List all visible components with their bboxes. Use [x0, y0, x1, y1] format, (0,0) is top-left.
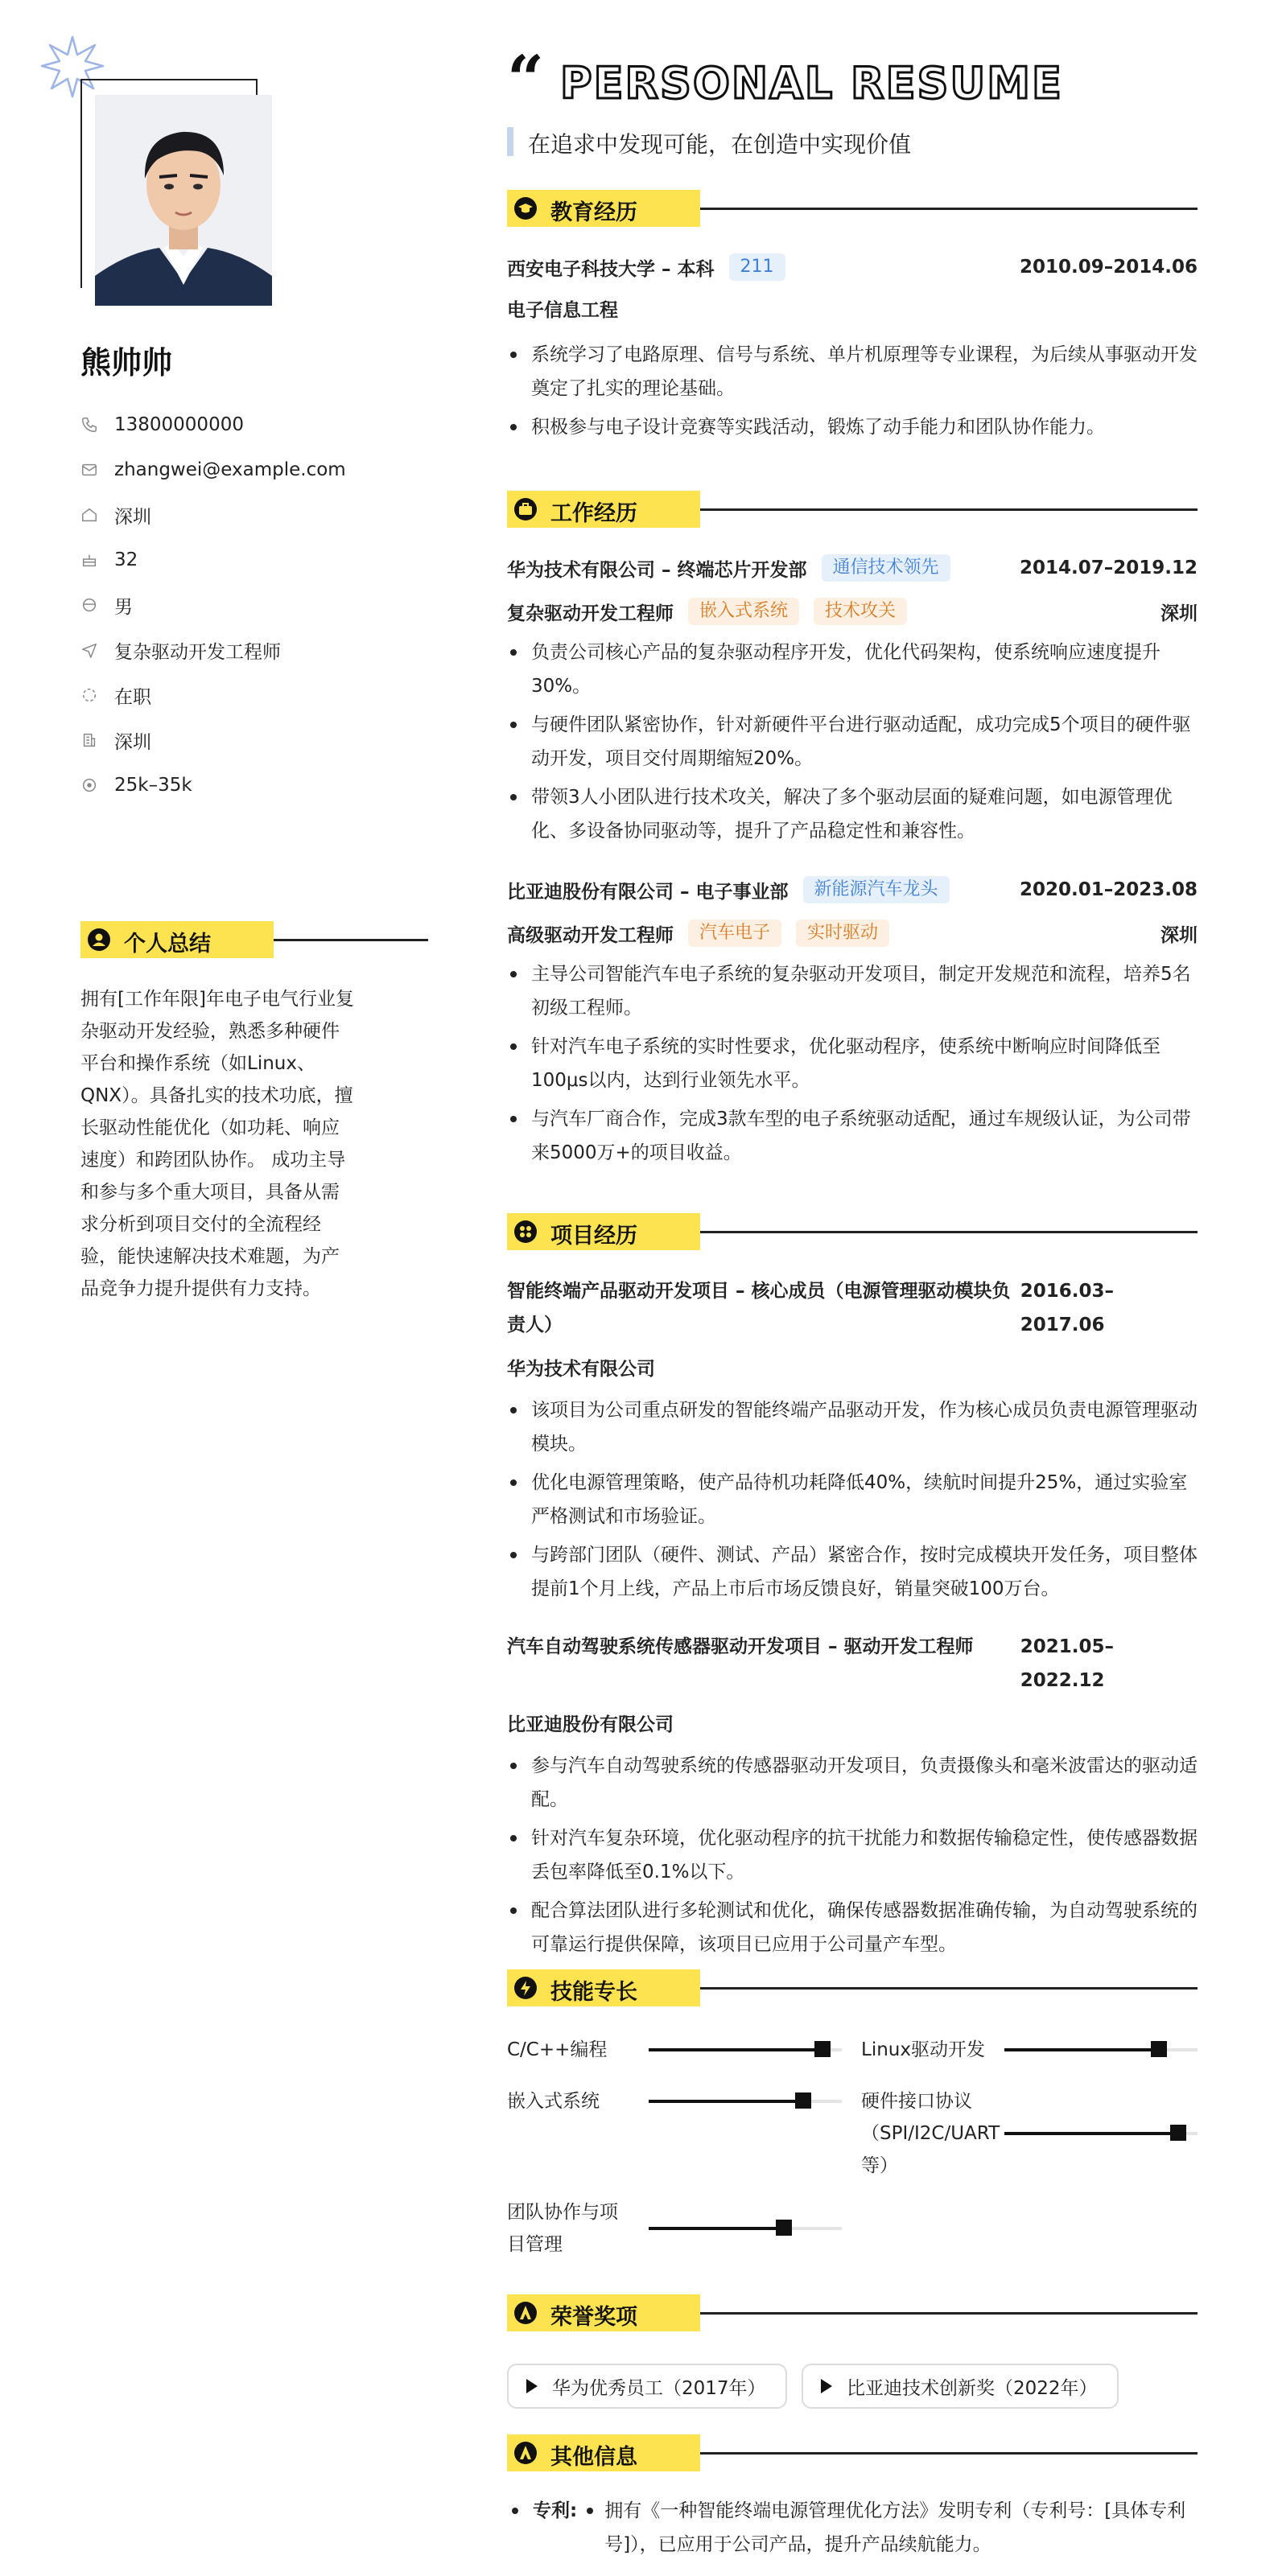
work-title: 工作经历 — [550, 501, 637, 526]
building-icon — [80, 731, 98, 749]
list-item: 与硬件团队紧密协作，针对新硬件平台进行驱动适配，成功完成5个项目的硬件驱动开发，项目交付周期缩短20%。 — [507, 708, 1198, 776]
awards-header — [507, 2294, 1198, 2331]
company-name: 比亚迪股份有限公司 – 电子事业部 — [507, 881, 789, 903]
play-icon — [821, 2379, 832, 2393]
award-chip — [507, 2364, 787, 2409]
projects-header — [507, 1213, 1198, 1250]
trophy-icon — [513, 2301, 538, 2325]
school-name: 西安电子科技大学 – 本科 — [507, 258, 715, 280]
skill-bar — [649, 2227, 842, 2230]
gender-value: 男 — [114, 596, 133, 618]
skill-item — [507, 2034, 845, 2066]
list-item: 积极参与电子设计竞赛等实践活动，锻炼了动手能力和团队协作能力。 — [507, 410, 1198, 444]
project-period: 2021.05–2022.12 — [1020, 1636, 1115, 1691]
job-entry — [507, 874, 1198, 1175]
skill-bar — [1004, 2132, 1198, 2135]
resume-title: PERSONAL RESUME — [560, 58, 1063, 109]
list-item: 带领3人小团队进行技术攻关，解决了多个驱动层面的疑难问题，如电源管理优化、多设备协同驱动等，提升了产品稳定性和兼容性。 — [507, 780, 1198, 848]
role-tag: 嵌入式系统 — [688, 598, 799, 625]
list-item: 优化电源管理策略，使产品待机功耗降低40%，续航时间提升25%，通过实验室严格测试和市场验证。 — [507, 1466, 1198, 1533]
age-value: 32 — [114, 549, 138, 570]
award-chip — [802, 2364, 1119, 2409]
company-tag: 通信技术领先 — [822, 554, 950, 582]
other-entry — [507, 2494, 1198, 2562]
patent-text: 拥有《一种智能终端电源管理优化方法》发明专利（专利号：[具体专利号]），已应用于公司产品，提升产品续航能力。 — [604, 2500, 1186, 2555]
skill-bar — [649, 2048, 842, 2051]
send-icon — [80, 641, 98, 659]
info-status — [80, 673, 346, 718]
location-value: 深圳 — [114, 506, 151, 528]
list-item: 参与汽车自动驾驶系统的传感器驱动开发项目，负责摄像头和毫米波雷达的驱动适配。 — [507, 1749, 1198, 1817]
list-item: 针对汽车复杂环境，优化驱动程序的抗干扰能力和数据传输稳定性，使传感器数据丢包率降低至0.1%以下。 — [507, 1821, 1198, 1889]
job-role: 高级驱动开发工程师 — [507, 924, 674, 946]
role-tag: 技术攻关 — [814, 598, 907, 625]
subtitle-bar — [507, 127, 513, 156]
cake-icon — [80, 551, 98, 569]
skills-title: 技能专长 — [550, 1980, 637, 2005]
list-item: 主导公司智能汽车电子系统的复杂驱动开发项目，制定开发规范和流程，培养5名初级工程师。 — [507, 957, 1198, 1025]
job-city: 深圳 — [1161, 603, 1198, 624]
mail-icon — [80, 461, 98, 479]
home-icon — [80, 506, 98, 524]
school-tag: 211 — [729, 253, 785, 281]
skill-name: C/C++编程 — [507, 2039, 608, 2060]
job-period: 2014.07–2019.12 — [1019, 558, 1198, 578]
other-title: 其他信息 — [550, 2445, 637, 2470]
bolt-icon — [513, 1976, 538, 2000]
list-item: 与跨部门团队（硬件、测试、产品）紧密合作，按时完成模块开发任务，项目整体提前1个月上线，产品上市后市场反馈良好，销量突破100万台。 — [507, 1538, 1198, 1606]
skill-item — [861, 2034, 1198, 2066]
list-item: 该项目为公司重点研发的智能终端产品驱动开发，作为核心成员负责电源管理驱动模块。 — [507, 1393, 1198, 1461]
project-entry — [507, 1274, 1198, 1611]
project-org: 比亚迪股份有限公司 — [507, 1714, 674, 1735]
project-period: 2016.03–2017.06 — [1020, 1281, 1115, 1335]
list-item: 系统学习了电路原理、信号与系统、单片机原理等专业课程，为后续从事驱动开发奠定了扎实的理论基础。 — [507, 338, 1198, 405]
status-icon — [80, 686, 98, 704]
avatar — [95, 95, 272, 306]
position-value: 复杂驱动开发工程师 — [114, 641, 281, 663]
role-tag: 实时驱动 — [796, 920, 889, 947]
skill-bar — [1004, 2048, 1198, 2051]
skill-item — [507, 2196, 845, 2261]
education-title: 教育经历 — [550, 200, 637, 225]
user-icon — [87, 928, 111, 952]
salary-value: 25k–35k — [114, 775, 192, 796]
education-period: 2010.09–2014.06 — [1019, 257, 1198, 278]
grid-icon — [513, 1220, 538, 1244]
patent-label: 专利: — [533, 2500, 578, 2521]
phone-icon — [80, 416, 98, 434]
summary-title: 个人总结 — [124, 932, 211, 957]
info-phone — [80, 402, 346, 447]
info-gender — [80, 582, 346, 628]
list-item: 针对汽车电子系统的实时性要求，优化驱动程序，使系统中断响应时间降低至100μs以内，达到行业领先水平。 — [507, 1030, 1198, 1097]
job-period: 2020.01–2023.08 — [1019, 879, 1198, 900]
other-header — [507, 2434, 1198, 2471]
awards-title: 荣誉奖项 — [550, 2305, 637, 2330]
info-salary — [80, 763, 346, 808]
briefcase-icon — [513, 497, 538, 521]
graduation-cap-icon — [513, 196, 538, 220]
education-header — [507, 190, 1198, 227]
summary-text: 拥有[工作年限]年电子电气行业复杂驱动开发经验，熟悉多种硬件平台和操作系统（如Linux、QNX）。具备扎实的技术功底，擅长驱动性能优化（如功耗、响应速度）和跨团队协作。 成功主导和参与多个重大项目，具备从需求分析到项目交付的全流程经验，能快速解决技术难题，为产品竞争力提升提供有力支持。 — [80, 989, 354, 1299]
info-city — [80, 718, 346, 763]
info-email — [80, 447, 346, 492]
list-item: 负责公司核心产品的复杂驱动程序开发，优化代码架构，使系统响应速度提升30%。 — [507, 636, 1198, 703]
skill-item — [507, 2085, 845, 2117]
skills-header — [507, 1969, 1198, 2006]
work-header — [507, 491, 1198, 528]
candidate-name: 熊帅帅 — [80, 345, 173, 381]
badge-icon — [513, 2441, 538, 2465]
info-position — [80, 628, 346, 673]
company-name: 华为技术有限公司 – 终端芯片开发部 — [507, 559, 807, 581]
skill-item — [861, 2085, 1198, 2182]
project-org: 华为技术有限公司 — [507, 1359, 655, 1380]
project-name: 汽车自动驾驶系统传感器驱动开发项目 – 驱动开发工程师 — [507, 1636, 974, 1657]
phone-value: 13800000000 — [114, 414, 244, 435]
quote-mark: “ — [507, 41, 545, 117]
company-tag: 新能源汽车龙头 — [803, 876, 950, 903]
email-value: zhangwei@example.com — [114, 459, 346, 480]
status-value: 在职 — [114, 686, 151, 708]
skill-name: Linux驱动开发 — [861, 2039, 985, 2060]
play-icon — [526, 2379, 538, 2393]
job-entry — [507, 552, 1198, 853]
info-age — [80, 537, 346, 582]
award-label: 华为优秀员工（2017年） — [552, 2377, 766, 2399]
award-label: 比亚迪技术创新奖（2022年） — [847, 2377, 1098, 2399]
project-name: 智能终端产品驱动开发项目 – 核心成员（电源管理驱动模块负责人） — [507, 1281, 1011, 1335]
role-tag: 汽车电子 — [688, 920, 781, 947]
skill-name: 团队协作与项目管理 — [507, 2202, 618, 2255]
job-city: 深圳 — [1161, 924, 1198, 946]
skill-bar — [649, 2100, 842, 2103]
list-item: 配合算法团队进行多轮测试和优化，确保传感器数据准确传输，为自动驾驶系统的可靠运行提供保障，该项目已应用于公司量产车型。 — [507, 1894, 1198, 1961]
summary-header — [80, 921, 346, 958]
projects-title: 项目经历 — [550, 1224, 637, 1249]
resume-subtitle: 在追求中发现可能，在创造中实现价值 — [528, 131, 912, 158]
contact-info — [80, 402, 346, 808]
skill-name: 硬件接口协议（SPI/I2C/UART等） — [861, 2091, 1000, 2176]
skill-name: 嵌入式系统 — [507, 2091, 600, 2112]
project-entry — [507, 1630, 1198, 1966]
coin-icon — [80, 776, 98, 794]
city-value: 深圳 — [114, 731, 151, 753]
job-role: 复杂驱动开发工程师 — [507, 603, 674, 624]
info-location — [80, 492, 346, 537]
education-entry — [507, 251, 1198, 449]
gender-icon — [80, 596, 98, 614]
major: 电子信息工程 — [507, 300, 618, 321]
list-item: 与汽车厂商合作，完成3款车型的电子系统驱动适配，通过车规级认证，为公司带来5000万+的项目收益。 — [507, 1102, 1198, 1170]
